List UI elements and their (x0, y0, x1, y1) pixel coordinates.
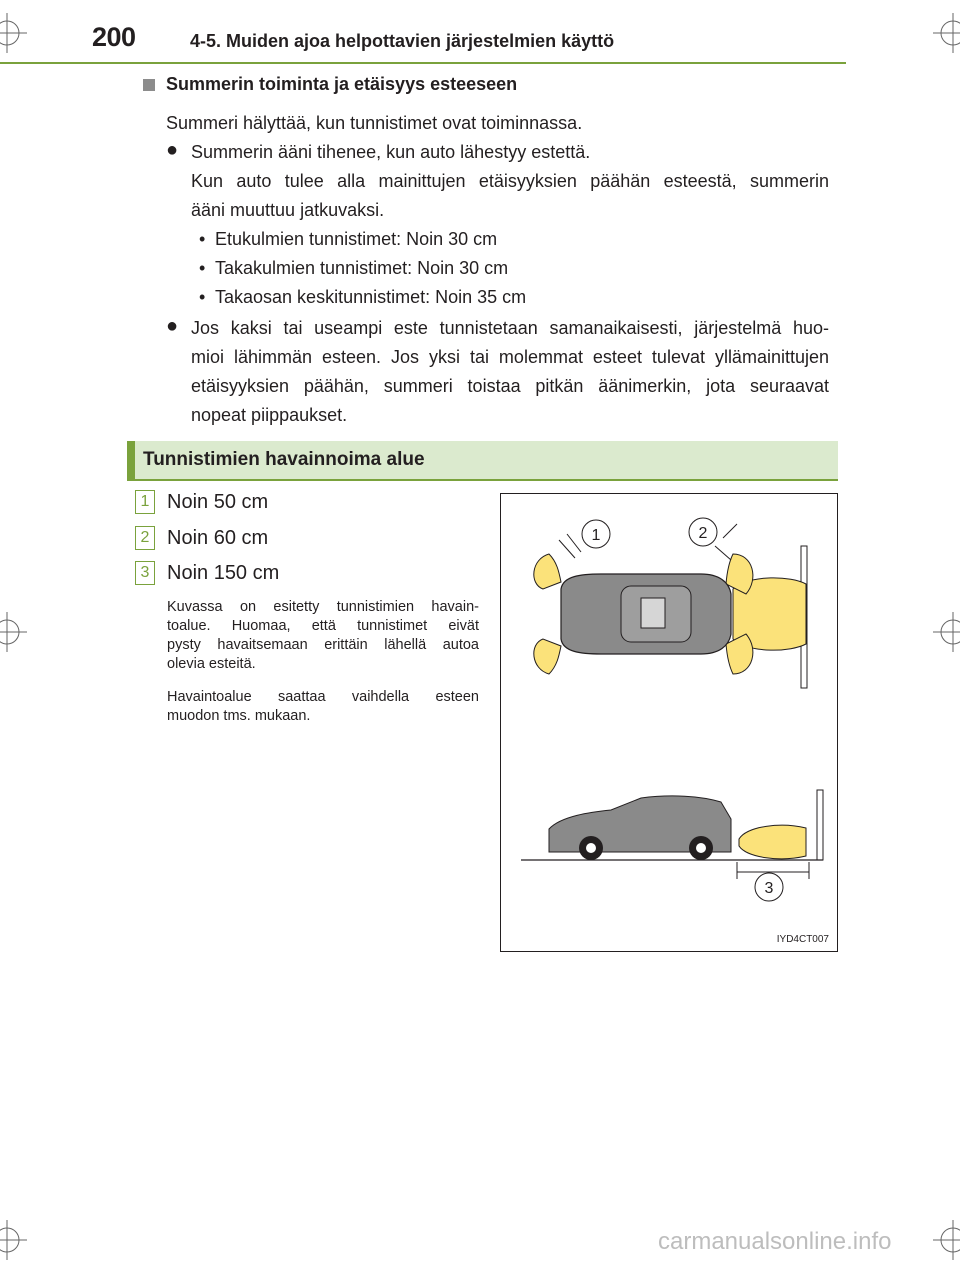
subitem-dot-icon: • (199, 229, 206, 249)
crop-mark-top-left (0, 13, 27, 53)
watermark: carmanualsonline.info (658, 1228, 892, 1255)
note-1 (167, 598, 479, 674)
rear-side-zone (739, 825, 806, 858)
subitem-2: Takakulmien tunnistimet: Noin 30 cm (215, 258, 509, 278)
hub-rear (696, 843, 706, 853)
page-number: 200 (92, 22, 136, 52)
note2-line1: Havaintoalue saattaa vaihdella esteen (167, 689, 479, 705)
callout-label-2: 2 (698, 525, 708, 542)
subitem-1: Etukulmien tunnistimet: Noin 30 cm (215, 229, 498, 249)
callout-label-3: 3 (764, 880, 774, 897)
dim-line-1 (567, 534, 581, 552)
item-text-1: Noin 50 cm (167, 491, 269, 513)
sensor-diagram (501, 494, 837, 951)
callout-label-1: 1 (591, 527, 601, 544)
crop-mark-bottom-left (0, 1220, 27, 1260)
rear-left-zone (726, 554, 753, 594)
header-rule (0, 62, 846, 64)
bullet2-line3: etäisyyksien päähän, summeri toistaa pitkän äänimerkin, jota seuraavat (191, 376, 829, 396)
dim-tick-1 (559, 540, 575, 558)
crop-mark-top-right (933, 13, 960, 53)
dim-line-2 (723, 524, 737, 538)
note2-line2: muodon tms. mukaan. (167, 708, 311, 724)
chapter-title: 4-5. Muiden ajoa helpottavien järjestelmien käyttö (190, 31, 615, 51)
subsection-title: Summerin toiminta ja etäisyys esteeseen (166, 74, 518, 94)
subitem-dot-icon: • (199, 258, 206, 278)
section-square-icon (143, 79, 155, 91)
hub-front (586, 843, 596, 853)
wall-side-view (817, 790, 823, 860)
item-text-2: Noin 60 cm (167, 527, 269, 549)
bullet-dot-icon: ● (166, 315, 179, 337)
item-number-3: 3 (135, 561, 155, 585)
figure-code: IYD4CT007 (776, 934, 829, 945)
note1-line4: olevia esteitä. (167, 656, 256, 672)
dim-tick-2 (715, 546, 731, 560)
note1-line2: toalue. Huomaa, että tunnistimet eivät (167, 618, 479, 634)
crop-mark-mid-right (933, 612, 960, 652)
note1-line1: Kuvassa on esitetty tunnistimien havain- (167, 599, 479, 615)
subitem-dot-icon: • (199, 287, 206, 307)
front-left-zone (534, 554, 561, 589)
sunroof (641, 598, 665, 628)
bullet2-line2: mioi lähimmän esteen. Jos yksi tai molemmat esteet tulevat yllämainittujen (191, 347, 829, 367)
bullet-dot-icon: ● (166, 139, 179, 161)
item-text-3: Noin 150 cm (167, 562, 280, 584)
intro-text: Summeri hälyttää, kun tunnistimet ovat toiminnassa. (166, 113, 583, 133)
note-2 (167, 688, 479, 726)
bullet1-line1: Summerin ääni tihenee, kun auto lähestyy estettä. (191, 142, 591, 162)
sensor-range-figure (500, 493, 838, 952)
front-right-zone (534, 639, 561, 674)
bullet2-line1: Jos kaksi tai useampi este tunnistetaan samanaikaisesti, järjestelmä huo- (191, 318, 829, 338)
crop-mark-bottom-right (933, 1220, 960, 1260)
item-number-1: 1 (135, 490, 155, 514)
crop-mark-mid-left (0, 612, 27, 652)
item-number-2: 2 (135, 526, 155, 550)
rear-right-zone (726, 634, 753, 674)
section-title: Tunnistimien havainnoima alue (143, 449, 425, 470)
subitem-3: Takaosan keskitunnistimet: Noin 35 cm (215, 287, 527, 307)
bullet2-line4: nopeat piippaukset. (191, 405, 348, 425)
bullet1-line3: ääni muuttuu jatkuvaksi. (191, 200, 385, 220)
note1-line3: pysty havaitsemaan erittäin lähellä autoa (167, 637, 479, 653)
bullet1-line2: Kun auto tulee alla mainittujen etäisyyksien päähän esteestä, summerin (191, 171, 829, 191)
